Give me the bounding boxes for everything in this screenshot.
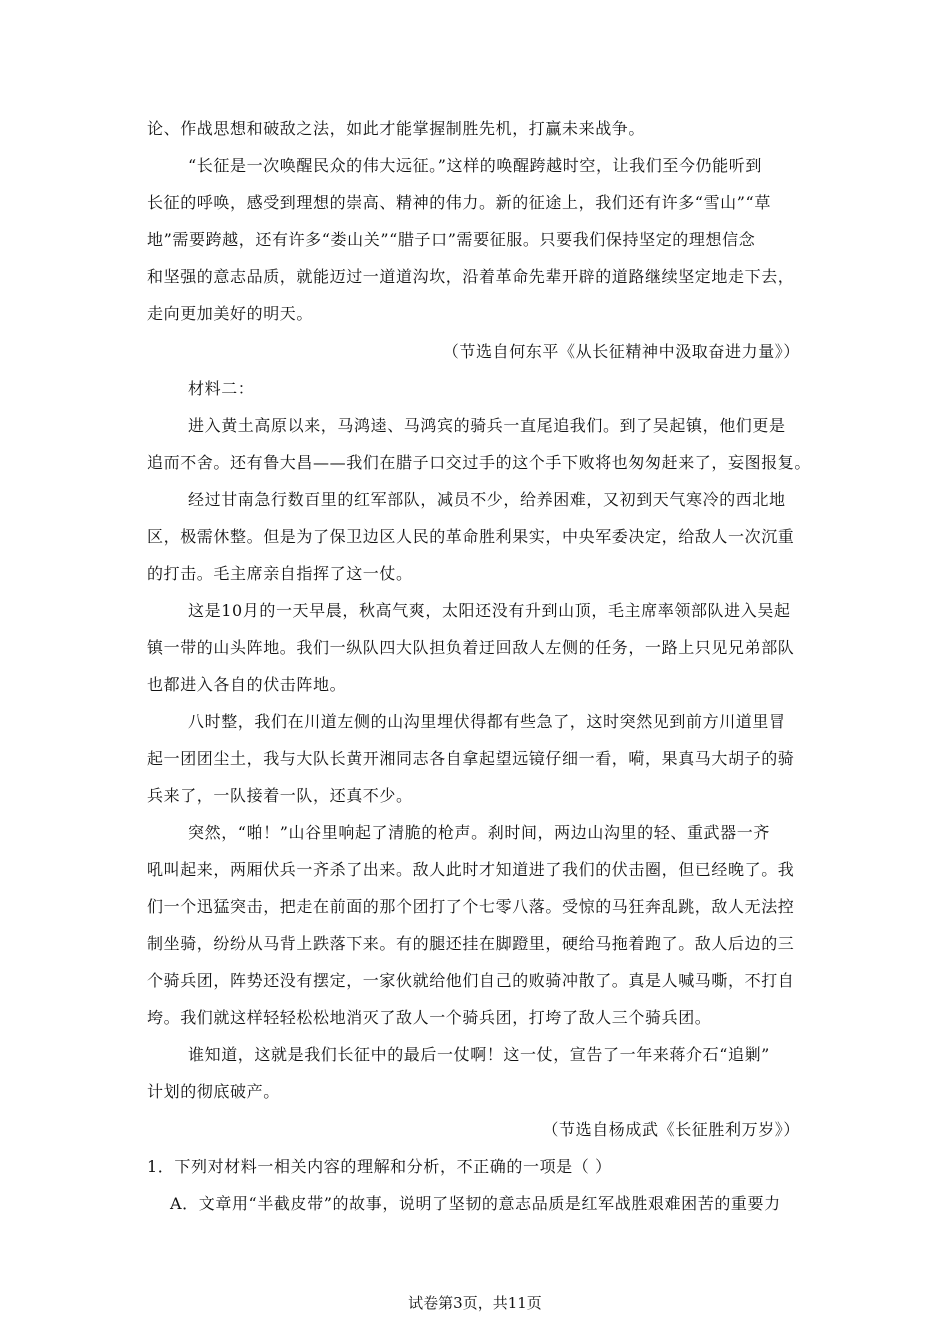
text-line: 进入黄土高原以来，马鸿逵、马鸿宾的骑兵一直尾追我们。到了吴起镇，他们更是 (188, 416, 786, 435)
text-line: 计划的彻底破产。 (147, 1082, 280, 1101)
text-line: 八时整，我们在川道左侧的山沟里埋伏得都有些急了，这时突然见到前方川道里冒 (188, 712, 786, 731)
answer-option-a: A．文章用“半截皮带”的故事，说明了坚韧的意志品质是红军战胜艰难困苦的重要力 (170, 1194, 781, 1213)
text-line: 个骑兵团，阵势还没有摆定，一家伙就给他们自己的败骑冲散了。真是人喊马嘶，不打自 (147, 971, 795, 990)
source-citation: （节选自何东平《从长征精神中汲取奋进力量》） (442, 342, 800, 361)
text-line: 谁知道，这就是我们长征中的最后一仗啊！这一仗，宣告了一年来蒋介石“追剿” (188, 1045, 770, 1064)
text-line: 的打击。毛主席亲自指挥了这一仗。 (147, 564, 413, 583)
text-line: 制坐骑，纷纷从马背上跌落下来。有的腿还挂在脚蹬里，硬给马拖着跑了。敌人后边的三 (147, 934, 795, 953)
source-citation: （节选自杨成武《长征胜利万岁》） (542, 1120, 800, 1139)
section-heading: 材料二： (188, 379, 255, 398)
text-line: 起一团团尘土，我与大队长黄开湘同志各自拿起望远镜仔细一看，嗬，果真马大胡子的骑 (147, 749, 795, 768)
text-line: 垮。我们就这样轻轻松松地消灭了敌人一个骑兵团，打垮了敌人三个骑兵团。 (147, 1008, 712, 1027)
text-line: 长征的呼唤，感受到理想的崇高、精神的伟力。新的征途上，我们还有许多“雪山”“草 (147, 193, 771, 212)
text-line: 这是10月的一天早晨，秋高气爽，太阳还没有升到山顶，毛主席率领部队进入吴起 (188, 601, 791, 620)
text-line: 论、作战思想和破敌之法，如此才能掌握制胜先机，打赢未来战争。 (147, 119, 646, 138)
text-line: 也都进入各自的伏击阵地。 (147, 675, 347, 694)
text-line: “长征是一次唤醒民众的伟大远征。”这样的唤醒跨越时空，让我们至今仍能听到 (188, 156, 762, 175)
text-line: 突然，“啪！”山谷里响起了清脆的枪声。刹时间，两边山沟里的轻、重武器一齐 (188, 823, 770, 842)
text-line: 地”需要跨越，还有许多“娄山关”“腊子口”需要征服。只要我们保持坚定的理想信念 (147, 230, 756, 249)
text-line: 追而不舍。还有鲁大昌——我们在腊子口交过手的这个手下败将也匆匆赶来了，妄图报复。 (147, 453, 812, 472)
text-line: 经过甘南急行数百里的红军部队，减员不少，给养困难，又初到天气寒冷的西北地 (188, 490, 786, 509)
text-line: 们一个迅猛突击，把走在前面的那个团打了个七零八落。受惊的马狂奔乱跳，敌人无法控 (147, 897, 795, 916)
page-number: 试卷第3页，共11页 (408, 1294, 542, 1312)
text-line: 吼叫起来，两厢伏兵一齐杀了出来。敌人此时才知道进了我们的伏击圈，但已经晚了。我 (147, 860, 795, 879)
text-line: 区，极需休整。但是为了保卫边区人民的革命胜利果实，中央军委决定，给敌人一次沉重 (147, 527, 795, 546)
text-line: 兵来了，一队接着一队，还真不少。 (147, 786, 413, 805)
text-line: 和坚强的意志品质，就能迈过一道道沟坎，沿着革命先辈开辟的道路继续坚定地走下去， (147, 267, 795, 286)
text-line: 走向更加美好的明天。 (147, 304, 314, 323)
question-stem: 1．下列对材料一相关内容的理解和分析，不正确的一项是（ ） (147, 1157, 612, 1176)
text-line: 镇一带的山头阵地。我们一纵队四大队担负着迂回敌人左侧的任务，一路上只见兄弟部队 (147, 638, 795, 657)
